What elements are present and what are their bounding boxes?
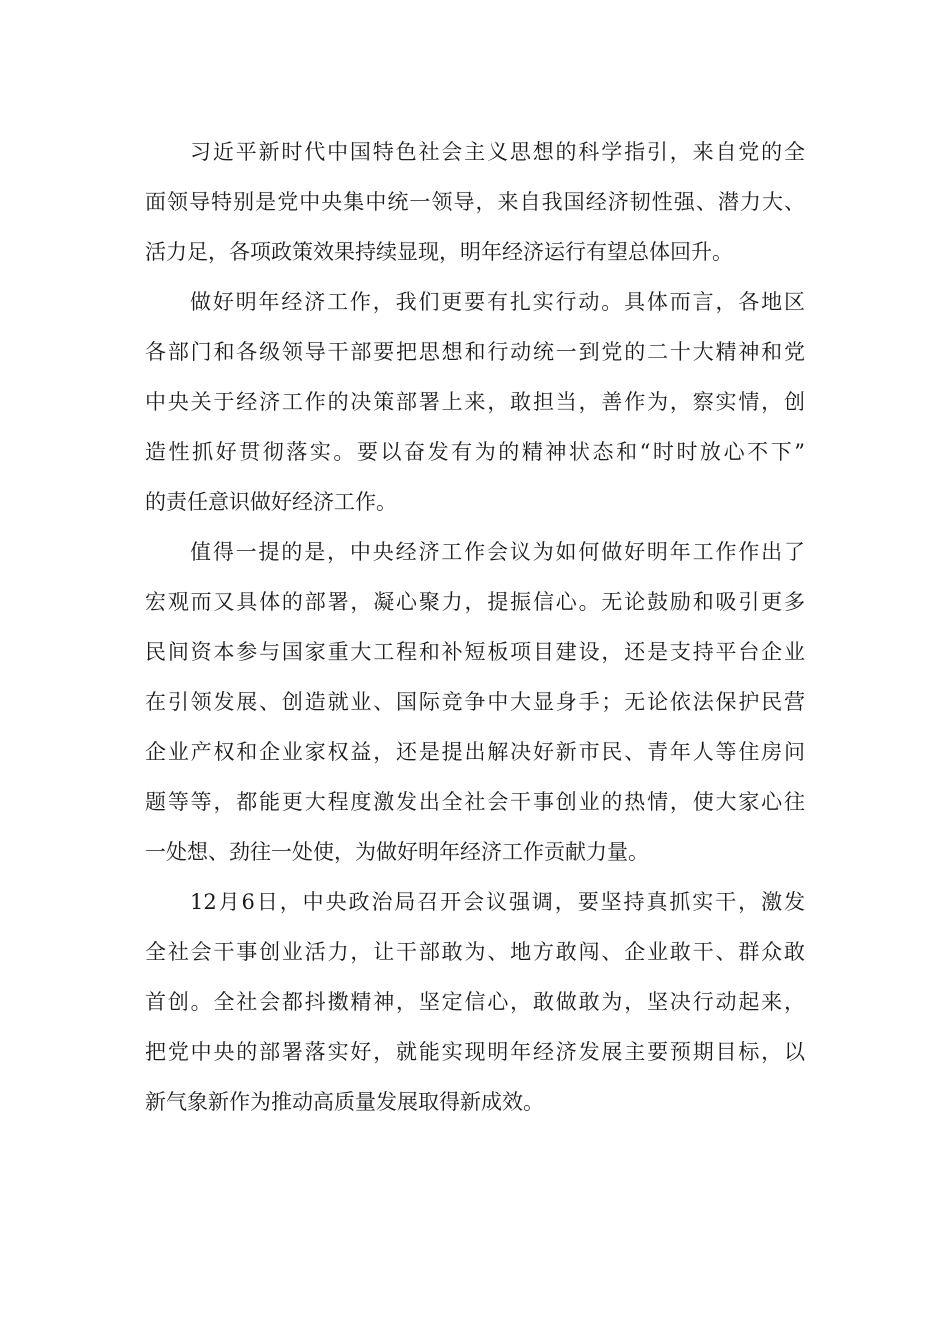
paragraph-4-line-2: 全社会干事创业活力，让干部敢为、地方敢闯、企业敢干、群众敢 bbox=[145, 940, 805, 964]
paragraph-2-line-4: 造性抓好贯彻落实。要以奋发有为的精神状态和“时时放心不下” bbox=[145, 440, 805, 464]
paragraph-4-line-5: 新气象新作为推动高质量发展取得新成效。 bbox=[145, 1090, 544, 1114]
paragraph-3-line-2: 宏观而又具体的部署，凝心聚力，提振信心。无论鼓励和吸引更多 bbox=[145, 590, 805, 614]
paragraph-3-line-5: 企业产权和企业家权益，还是提出解决好新市民、青年人等住房问 bbox=[145, 740, 805, 764]
paragraph-3-line-1: 值得一提的是，中央经济工作会议为如何做好明年工作作出了 bbox=[190, 540, 805, 564]
paragraph-1-line-1: 习近平新时代中国特色社会主义思想的科学指引，来自党的全 bbox=[190, 140, 805, 164]
paragraph-1-line-2: 面领导特别是党中央集中统一领导，来自我国经济韧性强、潜力大、 bbox=[145, 190, 805, 214]
paragraph-3-line-6: 题等等，都能更大程度激发出全社会干事创业的热情，使大家心往 bbox=[145, 790, 805, 814]
paragraph-3-line-3: 民间资本参与国家重大工程和补短板项目建设，还是支持平台企业 bbox=[145, 640, 805, 664]
paragraph-3-line-7: 一处想、劲往一处使，为做好明年经济工作贡献力量。 bbox=[145, 840, 649, 864]
paragraph-3-line-4: 在引领发展、创造就业、国际竞争中大显身手；无论依法保护民营 bbox=[145, 690, 805, 714]
paragraph-2-line-1: 做好明年经济工作，我们更要有扎实行动。具体而言，各地区 bbox=[190, 290, 805, 314]
paragraph-1-line-3: 活力足，各项政策效果持续显现，明年经济运行有望总体回升。 bbox=[145, 240, 733, 264]
paragraph-2-line-3: 中央关于经济工作的决策部署上来，敢担当，善作为，察实情，创 bbox=[145, 390, 805, 414]
paragraph-2-line-5: 的责任意识做好经济工作。 bbox=[145, 490, 397, 514]
paragraph-4-line-3: 首创。全社会都抖擞精神，坚定信心，敢做敢为，坚决行动起来， bbox=[145, 990, 805, 1014]
paragraph-4-line-1: 12月6日，中央政治局召开会议强调，要坚持真抓实干，激发 bbox=[190, 890, 805, 914]
paragraph-4-line-4: 把党中央的部署落实好，就能实现明年经济发展主要预期目标，以 bbox=[145, 1040, 805, 1064]
paragraph-2-line-2: 各部门和各级领导干部要把思想和行动统一到党的二十大精神和党 bbox=[145, 340, 805, 364]
